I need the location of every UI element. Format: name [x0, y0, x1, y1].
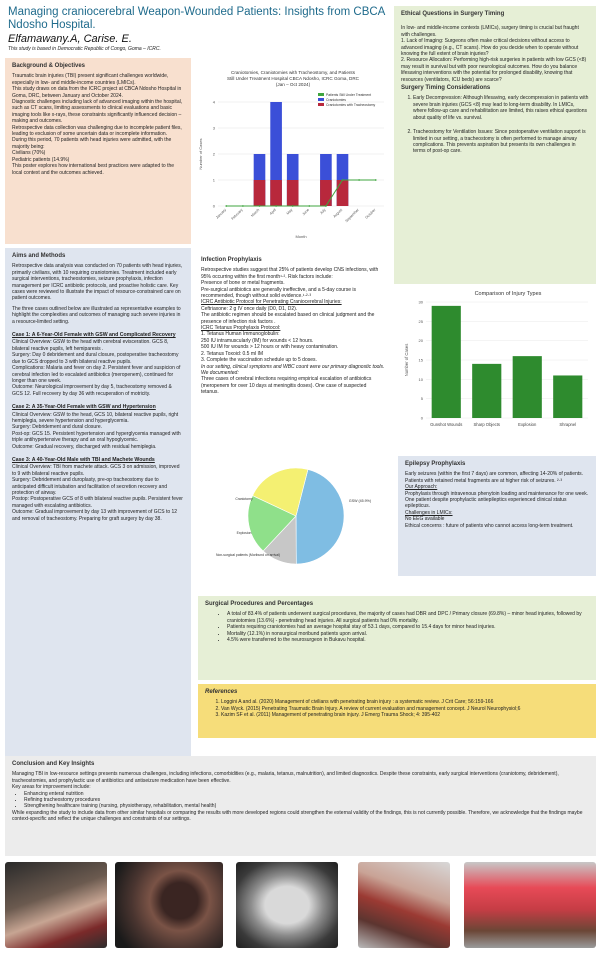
chart1-bar-tracheostomy — [337, 180, 349, 206]
approach-text: Prophylaxis through intravenous phenytoin loading and maintenance for one week. — [405, 490, 589, 497]
chart1-ylabel: Number of Cases — [198, 138, 203, 170]
pie-label: Non-surgical patients (Moribund on arrival) — [215, 553, 281, 557]
protocol2-title: ICRC Tetanus Prophylaxis Protocol: — [201, 325, 281, 332]
background-p5: During this period, 70 patients with head injuries were admitted, with the majority being: — [12, 137, 172, 150]
chart1-x-tick: August — [332, 207, 344, 219]
infection-line: Pre-surgical antibiotics are generally ineffective, and a 5-day course is recommended, though without solid evidence.¹·²·³ — [201, 286, 356, 300]
chart1-line-under-treatment — [226, 180, 375, 206]
conclusion-section — [5, 756, 596, 856]
chart1-line-point — [342, 179, 344, 181]
surgical-bullet: • Mortality (12.1%) in nonsurgical moribund patients upon arrival. — [227, 631, 589, 637]
chart2-bar — [553, 375, 582, 418]
case1-line: Clinical Overview: GSW to the head with cerebral evisceration. GCS 8, bilateral reactive pupils, left hemiparesis . — [12, 339, 169, 352]
epilepsy-case: One patient despite prophylactic antiepileptics experienced clinical status epilepticus. — [405, 497, 567, 510]
pie-label: Explosion — [236, 531, 252, 535]
chart1-x-tick: February — [230, 207, 244, 221]
pie-label: Craniotomy — [235, 497, 253, 501]
chart2-y-tick: 0 — [420, 415, 423, 421]
clinical-photo-4 — [464, 862, 596, 948]
injury-chart — [398, 286, 596, 450]
chart1-title: Craniotomies, Craniotomies with Tracheostomy, and Patients — [231, 70, 355, 75]
case2-line: Post-op: GCS 15. Persistent hypertension and hyperglycemia managed with triple antihypertensive therapy and an oral hypoglycemic. — [12, 430, 181, 444]
monthly-chart-svg — [194, 66, 392, 244]
references-heading: References — [205, 689, 238, 695]
ethics-item-2: 2. Resource Allocation: Performing high-risk surgeries in patients with low GCS (<8) may result in survival but with poor neurological outcomes. How do you balance lifesaving interventions with the potential for prolonged disability, knowing that resources (ventilators, ICU beds) are scarce? — [401, 57, 587, 83]
chart1-x-tick: March — [250, 207, 261, 218]
chart1-x-tick: January — [215, 207, 228, 220]
chart2-bar — [432, 306, 461, 418]
conclusion-bullet: • Enhancing enteral nutrition — [24, 791, 589, 797]
chart1-title: Still Under Treatment Hospital CBCA Ndosho, ICRC Goma, DRC — [227, 76, 359, 81]
background-heading: Background & Objectives — [12, 63, 86, 69]
aims-intro2: The three cases outlined below are illustrated as representative examples to highlight the complexities and outcomes of managing such severe injuries in a resource-limited setting. — [12, 305, 181, 325]
challenge-item: No EEG available — [405, 516, 445, 523]
chart1-line-point — [375, 179, 377, 181]
conclusion-bullet: • Refining tracheostomy procedures — [24, 797, 589, 803]
reference-item: 1. Loggini A and al. (2020) Management of civilians with penetrating brain injury : a systematic review. J Crit Care; 56:159-166 — [221, 699, 589, 705]
chart2-y-tick: 25 — [418, 318, 423, 324]
case3-line: Outcome: Gradual improvement by day 13 with improvement of GCS to 12 and removal of tracheostomy. Preparing for graft surgery by day 38. — [12, 509, 178, 522]
chart2-y-tick: 10 — [418, 376, 423, 382]
chart2-x-tick: Explosion — [518, 422, 537, 427]
case2-line: Surgery: Debridement and dural closure. — [12, 424, 103, 431]
background-p8: This poster explores how international best practices were adapted to the local context and the outcomes achieved. — [12, 163, 175, 176]
approach-title: Our Approach: — [405, 484, 438, 491]
surgical-section — [198, 596, 596, 680]
protocol1-line: Ceftriaxone: 2 g IV once daily (D0, D1, D2). — [201, 305, 298, 312]
chart1-y-tick: 2 — [212, 151, 215, 157]
clinical-photo-3 — [358, 862, 450, 948]
ethics-heading: Ethical Questions in Surgery Timing — [401, 11, 505, 17]
consideration-item: 2. Tracheostomy for Ventilation Issues: Since postoperative ventilation support is limited in our setting, a tracheostomy is often performed to manage airway complications. This prevents aspiration but presents its own challenges in terms of post-op care. — [413, 129, 589, 155]
background-p6: Civilians (70%) — [12, 150, 46, 157]
chart1-bar-tracheostomy — [270, 180, 282, 206]
considerations-heading: Surgery Timing Considerations — [401, 85, 491, 92]
chart1-y-tick: 4 — [212, 99, 215, 105]
pie-chart — [210, 452, 380, 580]
case3-line: Surgery: Debridement and duroplasty, pre-op tracheostomy due to anticipated difficult intubation and facilitation of secretion recovery and protection of airway. — [12, 477, 168, 496]
background-p2: This study draws on data from the ICRC project at CBCA Ndosho Hospital in Goma, DRC, between January and October 2024. — [12, 86, 182, 99]
infection-closing: Three cases of cerebral infections requiring empirical escalation of antibiotics (meropenem for over 10 days at meningitis doses). One case of suspected tetanus. — [201, 376, 372, 396]
subtitle: This study is based in Democratic Republic of Congo, Goma – ICRC. — [8, 46, 161, 52]
protocol2-line: 1. Tetanus Human Immunoglobulin: — [201, 331, 280, 338]
chart1-line-point — [259, 205, 261, 207]
chart2-x-tick: Sharp Objects — [473, 422, 501, 427]
chart1-x-tick: June — [301, 207, 311, 217]
epilepsy-line1: Early seizures (within the first 7 days) are common, affecting 14-20% of patients. Patients with retained metal fragments are at higher risk of seizures. ²·³ — [405, 471, 584, 484]
protocol2-line: 3. Complete the vaccination schedule up to 5 doses. — [201, 357, 317, 364]
epilepsy-section — [398, 456, 596, 576]
xray-photo — [236, 862, 338, 948]
background-section — [5, 58, 191, 244]
poster-title: Managing craniocerebral Weapon-Wounded Patients: Insights from CBCA Ndosho Hospital. — [8, 6, 385, 31]
chart1-title: (Jan – Oct 2024) — [275, 82, 311, 87]
surgical-bullet: • 4.5% were transferred to the neurosurgeon in Bukavu hospital. — [227, 637, 589, 643]
chart1-x-tick: May — [285, 207, 294, 216]
aims-intro: Retrospective data analysis was conducted on 70 patients with head injuries, primarily civilians, with 10 requiring craniotomies. Treatment included early surgical interventions, tracheostomies, seizure prophylaxis, infection management per ICRC antibiotic protocols, and proactive holistic care. Key cases were reviewed to illustrate the impact of resource-constrained care on patient outcomes. — [12, 263, 183, 302]
chart1-line-point — [308, 205, 310, 207]
conclusion-key: Key areas for improvement include: — [12, 784, 91, 791]
chart2-y-tick: 5 — [420, 396, 423, 402]
case3-line: Clinical Overview: TBI from machete attack. GCS 3 on admission, improved to 9 with bilateral reactive pupils. — [12, 464, 180, 477]
background-p4: Retrospective data collection was challenging due to incomplete patient files, leading to exclusion of some uncertain data or incomplete information. — [12, 124, 182, 138]
chart1-line-point — [358, 179, 360, 181]
ethics-item-1: 1. Lack of Imaging: Surgeons often make critical decisions without access to advanced imaging (e.g., CT scans). How do you decide when to operate without knowing the full extent of brain injuries? — [401, 38, 579, 58]
case2-line: Clinical Overview: GSW to the head, GCS 10, bilateral reactive pupils, right hemiplegia, severe hypertension and hyperglycemia. — [12, 411, 179, 424]
chart2-bar — [513, 356, 542, 418]
reference-item: 3. Kazim SF et al. (2011) Management of penetrating brain injury. J Emerg Trauma Shock; 4: 395-402 — [221, 712, 589, 718]
challenges-title: Challenges in LMICs: — [405, 509, 453, 516]
chart1-line-point — [242, 205, 244, 207]
pie-chart-svg — [210, 452, 380, 580]
chart1-y-tick: 1 — [212, 177, 215, 183]
chart1-y-tick: 0 — [212, 203, 215, 209]
chart1-bar-tracheostomy — [287, 180, 299, 206]
chart1-legend-label: Patients Still Under Treatment — [326, 92, 372, 97]
challenge-item: Ethical concerns : future of patients who cannot access long-term treatment. — [405, 522, 574, 529]
case1-line: Surgery: Day 0 debridement and dural closure, postoperative tracheostomy due to GCS dropped to 3 with bilateral reactive pupils. — [12, 352, 179, 365]
surgical-bullet: • Patients requiring craniotomies had an average hospital stay of 53.1 days, compared to 15.4 days for minor head injuries. — [227, 624, 589, 630]
case3-title: Case 3: A 40-Year-Old Male with TBI and Machete Wounds — [12, 456, 155, 463]
chart1-legend-swatch — [318, 98, 324, 101]
surgical-heading: Surgical Procedures and Percentages — [205, 601, 314, 607]
chart2-y-tick: 15 — [418, 357, 423, 363]
case1-line: Complications: Malaria and fever on day 2. Persistent fever and suspicion of cerebral infection led to escalated antibiotics (meropenem), continued for longer than one week. — [12, 365, 181, 384]
infection-section — [194, 252, 392, 452]
pie-label: GSW (45.9%) — [348, 499, 372, 503]
chart1-x-tick: October — [364, 207, 377, 220]
case1-title: Case 1: A 6-Year-Old Female with GSW and Complicated Recovery — [12, 332, 176, 339]
conclusion-intro: Managing TBI in low-resource settings presents numerous challenges, including infections, comorbidities (e.g., malaria, tetanus, malnutrition), and limited diagnostics. Despite these constraints, early surgical interventions (craniotomy, debridement), tracheostomies, and prophylactic use of antibiotics and antiseizure medication have been effective. — [12, 771, 559, 784]
protocol2-line: 500 IU IM for wounds > 12 hours or with heavy contamination. — [201, 344, 339, 351]
case2-title: Case 2: A 35-Year-Old Female with GSW and Hypertension — [12, 404, 156, 411]
case2-line: Outcome: Gradual recovery, discharged with residual hemiplegia. — [12, 443, 157, 450]
infection-line: Presence of bone or metal fragments. — [201, 280, 285, 287]
reference-item: 2. Van Wyck. (2015) Penetrating Traumatic Brain Injury. A review of current evaluation and management concept. J Neurol Neurophysiol;6 — [221, 706, 589, 712]
chart1-line-point — [325, 205, 327, 207]
chart1-y-tick: 3 — [212, 125, 215, 131]
ethics-intro: In low- and middle-income contexts (LMICs), surgery timing is crucial but fraught with challenges. — [401, 25, 579, 38]
epilepsy-heading: Epilepsy Prophylaxis — [405, 461, 466, 467]
chart1-legend-swatch — [318, 93, 324, 96]
chart2-x-tick: Gunshot Wounds — [430, 422, 463, 427]
aims-heading: Aims and Methods — [12, 253, 66, 259]
infection-documented: We documented: — [201, 369, 239, 376]
protocol1-line: The antibiotic regimen should be escalated based on clinical judgment and the presence of infection risk factors . — [201, 312, 375, 325]
injury-chart-svg — [398, 286, 596, 450]
chart1-legend-label: Craniotomies with Tracheostomy — [326, 102, 376, 107]
aims-section — [5, 248, 191, 820]
chart2-x-tick: Shrapnel — [559, 422, 577, 427]
background-p7: Pediatric patients (14.9%) — [12, 156, 70, 163]
consideration-item: 1. Early Decompression: Although lifesaving, early decompression in patients with severe brain injuries (GCS <8) may lead to long-term disability. In LMICs, where follow-up care and rehabilitation are limited, this raises ethical questions about quality of life vs. survival. — [413, 95, 589, 121]
chart1-line-point — [275, 205, 277, 207]
chart2-y-tick: 30 — [418, 299, 423, 305]
chart2-title: Comparison of Injury Types — [474, 291, 542, 297]
background-p1: Traumatic brain injuries (TBI) present significant challenges worldwide, especially in low- and middle-income countries (LMICs). — [12, 73, 169, 86]
chart1-line-point — [225, 205, 227, 207]
authors: Elfamawany.A, Carise. E. — [8, 33, 132, 45]
chart2-y-tick: 20 — [418, 338, 423, 344]
chart1-xlabel: Month — [295, 234, 307, 239]
monthly-chart — [194, 66, 392, 244]
ethics-section — [394, 6, 596, 284]
conclusion-bullet: • Strengthening healthcare training (nursing, physiotherapy, rehabilitation, mental health) — [24, 803, 589, 809]
chart1-x-tick: July — [319, 207, 327, 216]
conclusion-closing: While expanding the study to include data from other similar hospitals or comparing the results with more developed regions could strengthen the external validity of the findings, this is not currently possible. Therefore, we acknowledge that the findings maybe context-specific and reflect the unique challenges and constraints of our settings. — [12, 809, 583, 823]
clinical-photo-2 — [115, 862, 223, 948]
references-section — [198, 684, 596, 738]
protocol1-title: ICRC Antibiotic Protocol for Penetrating Craniocerebral Injuries: — [201, 299, 342, 306]
chart2-ylabel: Number of Cases — [404, 343, 409, 377]
chart1-line-point — [292, 205, 294, 207]
chart1-legend-label: Craniotomies — [326, 97, 346, 102]
case3-line: Postop: Postoperative GCS of 8 with bilateral reactive pupils. Persistent fever managed with escalating antibiotics. — [12, 496, 183, 509]
conclusion-heading: Conclusion and Key Insights — [12, 761, 95, 767]
infection-heading: Infection Prophylaxis — [201, 257, 262, 263]
chart1-x-tick: September — [344, 207, 360, 224]
chart2-bar — [472, 364, 501, 418]
chart1-legend-swatch — [318, 103, 324, 106]
chart1-x-tick: April — [268, 207, 277, 216]
protocol2-line: 2. Tetanus Toxoid: 0.5 ml IM — [201, 350, 264, 357]
infection-line: Retrospective studies suggest that 25% of patients develop CNS infections, with 95% occurring within the first month¹·². Risk factors include: — [201, 267, 379, 280]
case1-line: Outcome: Neurological improvement by day 5, tracheostomy removed & GCS 12. Full recovery by day 36 with recuperation of motricity. — [12, 384, 172, 397]
protocol2-line: 250 IU intramuscularly (IM) for wounds < 12 hours. — [201, 337, 314, 344]
surgical-bullet: • A total of 83.4% of patients underwent surgical procedures, the majority of cases had DBR and DPC / Primary closure (69.8%) – minor head injuries, followed by craniotomies (13.6%) - penetrating head injuries. All surgical patients had 0% mortality. — [227, 611, 589, 624]
chart1-bar-tracheostomy — [320, 180, 332, 206]
chart1-bar-tracheostomy — [254, 180, 266, 206]
clinical-photo-1 — [5, 862, 107, 948]
infection-italic: In our setting, clinical symptoms and WBC count were our primary diagnostic tools. — [201, 363, 385, 370]
background-p3: Diagnostic challenges including lack of advanced imaging within the hospital, such as CT scans, limiting assessments to clinical evaluations and basic imaging tools like x-rays, these constraints significantly influenced decision –making and outcomes. — [12, 99, 183, 125]
